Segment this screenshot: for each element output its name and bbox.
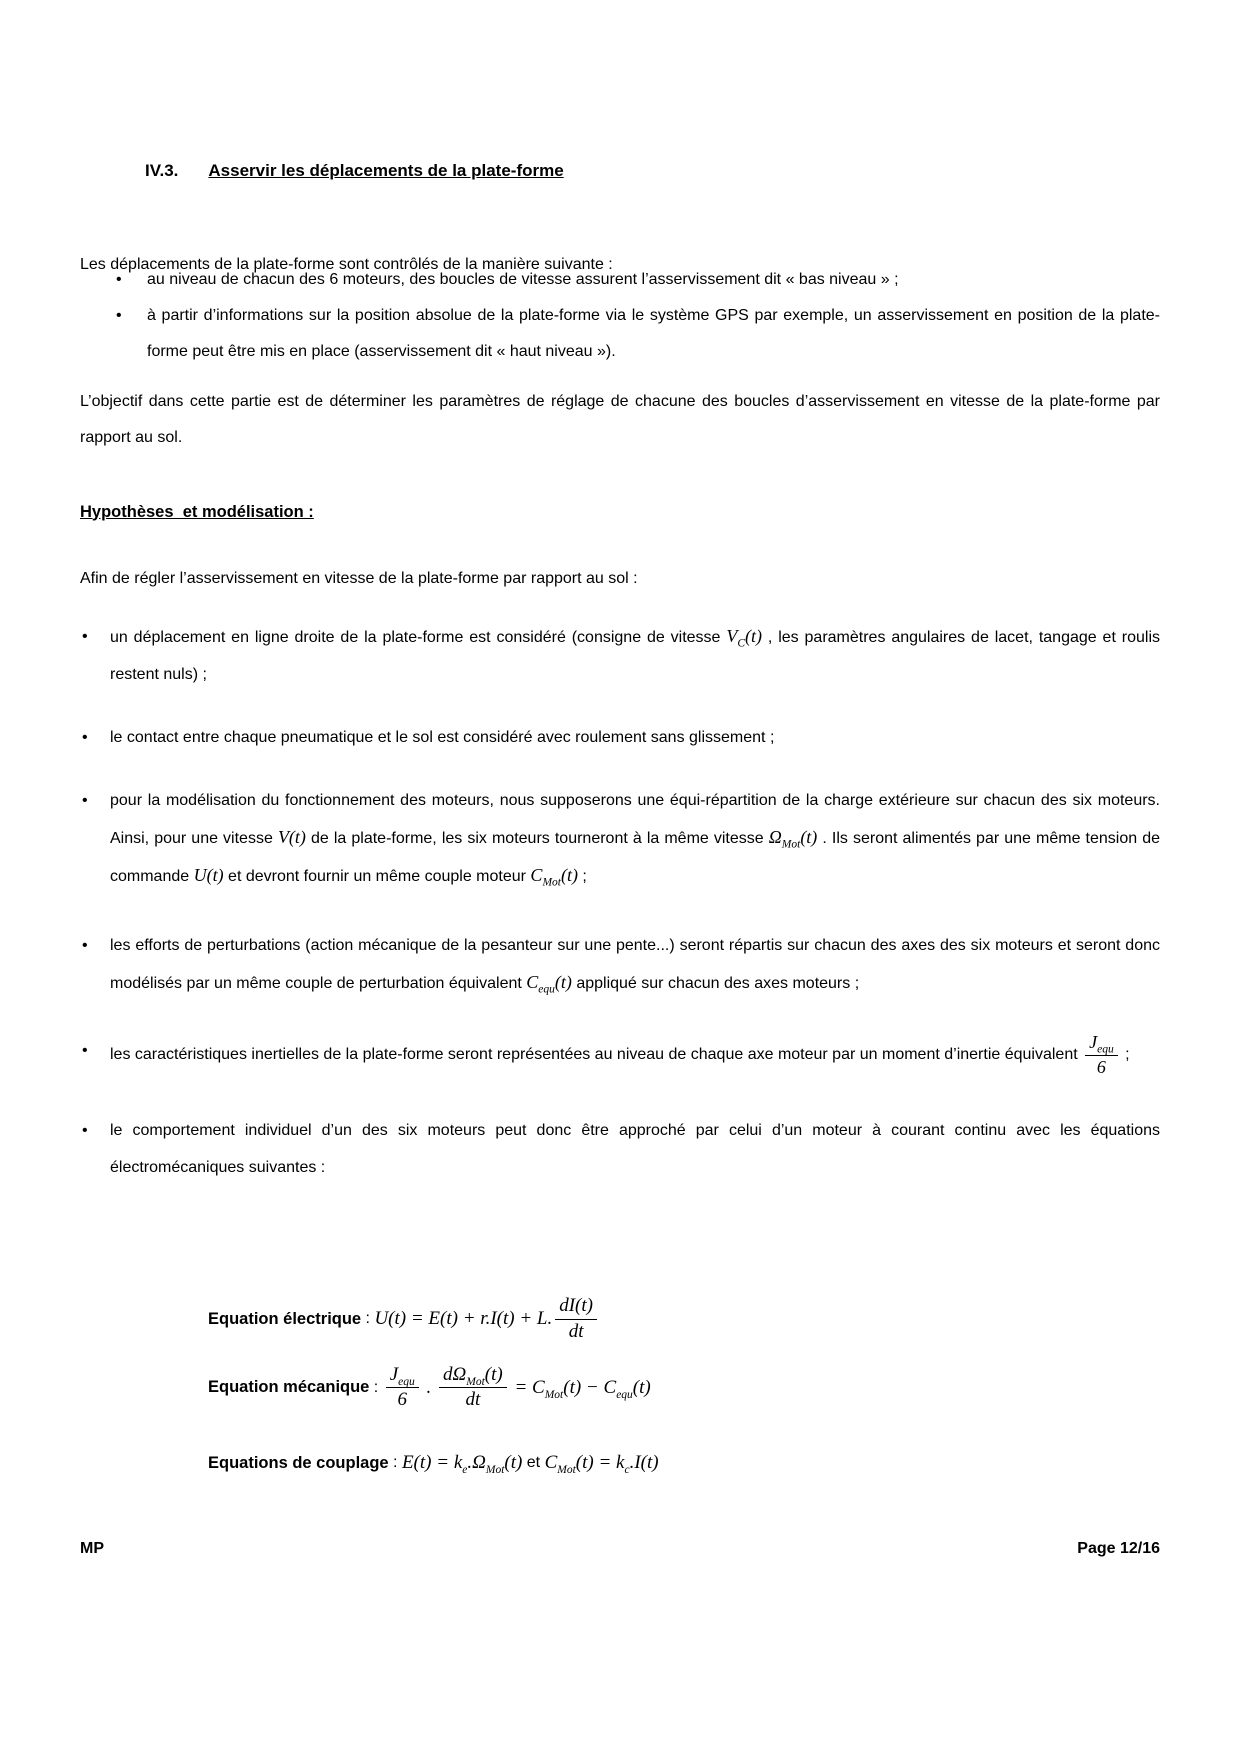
bullet-icon: •: [82, 1042, 88, 1059]
equation-label: Equation électrique: [208, 1309, 362, 1328]
equation-separator: :: [361, 1310, 375, 1328]
bullet-icon: •: [82, 1122, 88, 1140]
page-footer: [80, 1540, 1160, 1558]
intro-paragraph: Les déplacements de la plate-forme sont contrôlés de la manière suivante :: [80, 256, 613, 273]
bullet-icon: •: [82, 729, 88, 746]
bullet-icon: •: [116, 271, 122, 288]
equation-separator: :: [369, 1378, 383, 1396]
list-item: [80, 262, 1160, 298]
list-item-text: à partir d’informations sur la position absolue de la plate-forme via le système GPS par exemple, un asservissement en position de la plate-forme peut être mis en place (asservissement dit « haut niveau »).: [147, 307, 1160, 360]
section-heading: [145, 161, 1160, 181]
hypothesis-item: [80, 1032, 1160, 1078]
equation-separator: :: [388, 1454, 402, 1472]
footer-author: MP: [80, 1540, 104, 1557]
objective-paragraph: L’objectif dans cette partie est de déterminer les paramètres de réglage de chacune des boucles d’asservissement en vitesse de la plate-forme par rapport au sol.: [80, 393, 1160, 446]
hypothesis-item: [80, 719, 1160, 756]
bullet-icon: •: [82, 628, 88, 645]
hypothesis-item: [80, 782, 1160, 895]
equation-mechanical: [208, 1364, 1160, 1413]
footer-page-number: Page 12/16: [1077, 1540, 1160, 1557]
equation-coupling: [208, 1452, 1160, 1474]
equation-label: Equation mécanique: [208, 1378, 370, 1397]
section-title: Asservir les déplacements de la plate-forme: [208, 161, 564, 180]
equations-block: [208, 1295, 1160, 1474]
equation-expression: $\frac{J_{equ}}{6}$ . $\frac{d\Omega_{Mot}(t)}{dt}$ = $C_{Mot}(t) - C_{equ}(t)$: [383, 1364, 651, 1413]
equation-expression: $E(t) = k_e.\Omega_{Mot}(t)$ et $C_{Mot}(t) = k_c.I(t)$: [401, 1452, 659, 1476]
bullet-icon: •: [116, 307, 122, 324]
hypothesis-text: un déplacement en ligne droite de la plate-forme est considéré (consigne de vitesse $V_C(t)$ , les paramètres angulaires de lacet, tangage et roulis restent nuls) ;: [110, 626, 1161, 683]
hypothesis-item: [80, 618, 1160, 693]
hypothesis-text: le comportement individuel d’un des six moteurs peut donc être approché par celui d’un moteur à courant continu avec les équations électromécaniques suivantes :: [110, 1122, 1160, 1177]
equation-expression: U(t) = E(t) + r.I(t) + L. $\frac{dI(t)}{dt}$: [374, 1295, 600, 1344]
list-item: [80, 298, 1160, 370]
intro-list: [80, 262, 1160, 370]
hypothesis-item: [80, 927, 1160, 1002]
hypothesis-text: le contact entre chaque pneumatique et le sol est considéré avec roulement sans glissement ;: [110, 729, 775, 746]
hypothesis-text: les caractéristiques inertielles de la plate-forme seront représentées au niveau de chaque axe moteur par un moment d’inertie équivalent $\frac{J_{equ}}{6}$ ;: [110, 1032, 1130, 1077]
hypotheses-heading: Hypothèses et modélisation :: [80, 502, 314, 521]
hypothesis-text: les efforts de perturbations (action mécanique de la pesanteur sur une pente...) seront répartis sur chacun des axes des six moteurs et seront donc modélisés par un même couple de perturbation équivalent $C_{equ}(t)$ appliqué sur chacun des axes moteurs ;: [110, 937, 1160, 996]
hypotheses-intro: Afin de régler l’asservissement en vitesse de la plate-forme par rapport au sol :: [80, 570, 638, 587]
equation-electrical: [208, 1295, 1160, 1344]
list-item-text: au niveau de chacun des 6 moteurs, des boucles de vitesse assurent l’asservissement dit « bas niveau » ;: [147, 271, 899, 288]
hypothesis-item: [80, 1112, 1160, 1186]
bullet-icon: •: [82, 937, 88, 954]
hypotheses-list: [80, 618, 1160, 1186]
hypothesis-text: pour la modélisation du fonctionnement des moteurs, nous supposerons une équi-répartition de la charge extérieure sur chacun des six moteurs. Ainsi, pour une vitesse V(t) de la plate-forme, les six moteurs tourneront à la même vitesse $\Omega_{Mot}(t)$ . Ils seront alimentés par une même tension de commande U(t) et devront fournir un même couple moteur $C_{Mot}(t)$ ;: [110, 792, 1161, 889]
equation-label: Equations de couplage: [208, 1453, 389, 1472]
bullet-icon: •: [82, 792, 88, 809]
section-number: IV.3.: [145, 161, 179, 180]
